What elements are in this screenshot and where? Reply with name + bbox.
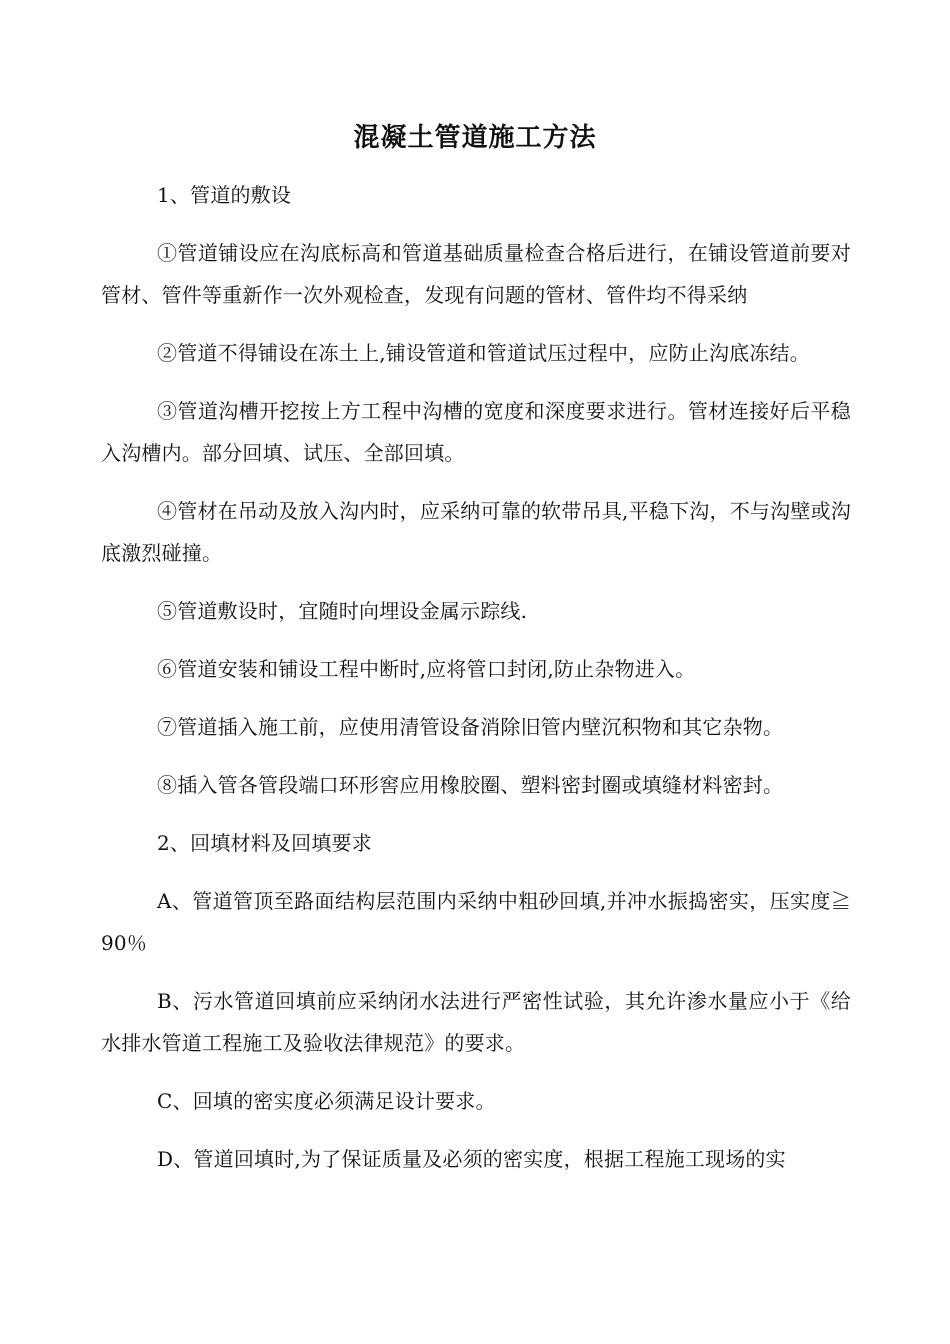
- paragraph: ⑧插入管各管段端口环形窖应用橡胶圈、塑料密封圈或填缝材料密封。: [157, 773, 784, 797]
- paragraph: C、回填的密实度必须满足设计要求。: [157, 1089, 496, 1113]
- paragraph: ⑥管道安装和铺设工程中断时,应将管口封闭,防止杂物进入。: [157, 657, 696, 681]
- document-title: 混凝土管道施工方法: [353, 123, 597, 153]
- section-heading: 1、管道的敷设: [157, 183, 292, 207]
- paragraph: A、管道管顶至路面结构层范围内采纳中粗砂回填,并冲水振捣密实，压实度≧90％: [101, 889, 851, 955]
- paragraph: ①管道铺设应在沟底标高和管道基础质量检查合格后进行，在铺设管道前要对管材、管件等重新作一次外观检查，发现有问题的管材、管件均不得采纳: [101, 241, 851, 307]
- paragraph: ④管材在吊动及放入沟内时，应采纳可靠的软带吊具,平稳下沟，不与沟壁或沟底激烈碰撞。: [101, 499, 851, 565]
- paragraph: D、管道回填时,为了保证质量及必须的密实度，根据工程施工现场的实: [157, 1147, 786, 1171]
- document-body: [101, 174, 851, 1196]
- paragraph: ③管道沟槽开挖按上方工程中沟槽的宽度和深度要求进行。管材连接好后平稳入沟槽内。部分回填、试压、全部回填。: [101, 399, 851, 465]
- paragraph: ⑦管道插入施工前，应使用清管设备消除旧管内壁沉积物和其它杂物。: [157, 715, 784, 739]
- section-heading: 2、回填材料及回填要求: [157, 831, 372, 855]
- paragraph: B、污水管道回填前应采纳闭水法进行严密性试验，其允许渗水量应小于《给水排水管道工程施工及验收法律规范》的要求。: [101, 989, 851, 1055]
- paragraph: ②管道不得铺设在冻土上,铺设管道和管道试压过程中，应防止沟底冻结。: [157, 341, 810, 365]
- paragraph: ⑤管道敷设时，宜随时向埋设金属示踪线.: [157, 599, 528, 623]
